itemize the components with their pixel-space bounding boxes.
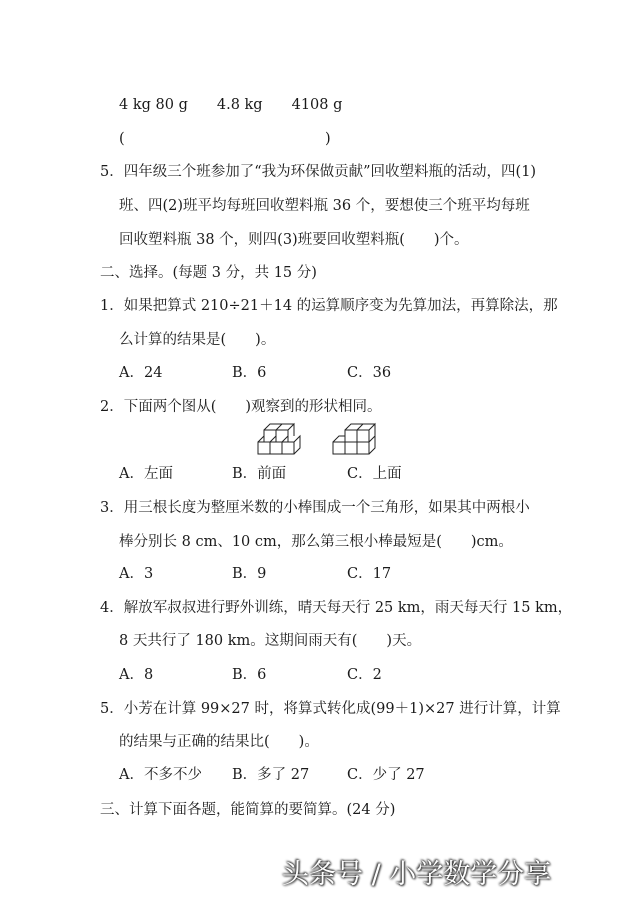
choice-q2-option-b: B．前面: [232, 466, 287, 482]
choice-q1-line2: 么计算的结果是( )。: [119, 332, 276, 348]
choice-q3-option-c: C．17: [347, 566, 392, 582]
choice-q4-option-c: C．2: [347, 667, 382, 683]
choice-q5-line1: 5．小芳在计算 99×27 时，将算式转化成(99＋1)×27 进行计算，计算: [100, 701, 561, 717]
choice-q5-option-c: C．少了 27: [347, 767, 425, 783]
q5-fill-line3: 回收塑料瓶 38 个，则四(3)班要回收塑料瓶( )个。: [119, 232, 469, 248]
choice-q1-option-a: A．24: [119, 365, 163, 381]
values-line: 4 kg 80 g 4.8 kg 4108 g: [119, 97, 343, 113]
choice-q5-line2: 的结果与正确的结果比( )。: [119, 734, 319, 750]
choice-q3-line1: 3．用三根长度为整厘米数的小棒围成一个三角形，如果其中两根小: [100, 500, 530, 516]
choice-q4-line1: 4．解放军叔叔进行野外训练，晴天每天行 25 km，雨天每天行 15 km，: [100, 600, 573, 616]
q5-fill-line2: 班、四(2)班平均每班回收塑料瓶 36 个，要想使三个班平均每班: [119, 198, 530, 214]
choice-q3-line2: 棒分别长 8 cm、10 cm，那么第三根小棒最短是( )cm。: [119, 534, 513, 550]
choice-q1-line1: 1．如果把算式 210÷21＋14 的运算顺序变为先算加法，再算除法，那: [100, 298, 558, 314]
choice-q5-option-a: A．不多不少: [119, 767, 202, 783]
q5-fill-line1: 5．四年级三个班参加了“我为环保做贡献”回收塑料瓶的活动，四(1): [100, 164, 537, 180]
choice-q2-option-c: C．上面: [347, 466, 402, 482]
choice-q3-option-b: B．9: [232, 566, 267, 582]
answer-paren-close: ): [325, 131, 331, 147]
section3-heading: 三、计算下面各题，能简算的要简算。(24 分): [100, 802, 396, 818]
cube-figure-left: [256, 418, 306, 458]
choice-q2-line1: 2．下面两个图从( )观察到的形状相同。: [100, 399, 382, 415]
section2-heading: 二、选择。(每题 3 分，共 15 分): [100, 265, 317, 281]
answer-paren-open: (: [119, 131, 125, 147]
choice-q4-option-a: A．8: [119, 667, 154, 683]
cube-figure-right: [331, 418, 381, 458]
choice-q1-option-b: B．6: [232, 365, 267, 381]
choice-q4-option-b: B．6: [232, 667, 267, 683]
choice-q5-option-b: B．多了 27: [232, 767, 310, 783]
choice-q3-option-a: A．3: [119, 566, 154, 582]
choice-q1-option-c: C．36: [347, 365, 392, 381]
choice-q4-line2: 8 天共行了 180 km。这期间雨天有( )天。: [119, 633, 422, 649]
choice-q2-option-a: A．左面: [119, 466, 173, 482]
watermark: 头条号 / 小学数学分享: [282, 859, 552, 890]
